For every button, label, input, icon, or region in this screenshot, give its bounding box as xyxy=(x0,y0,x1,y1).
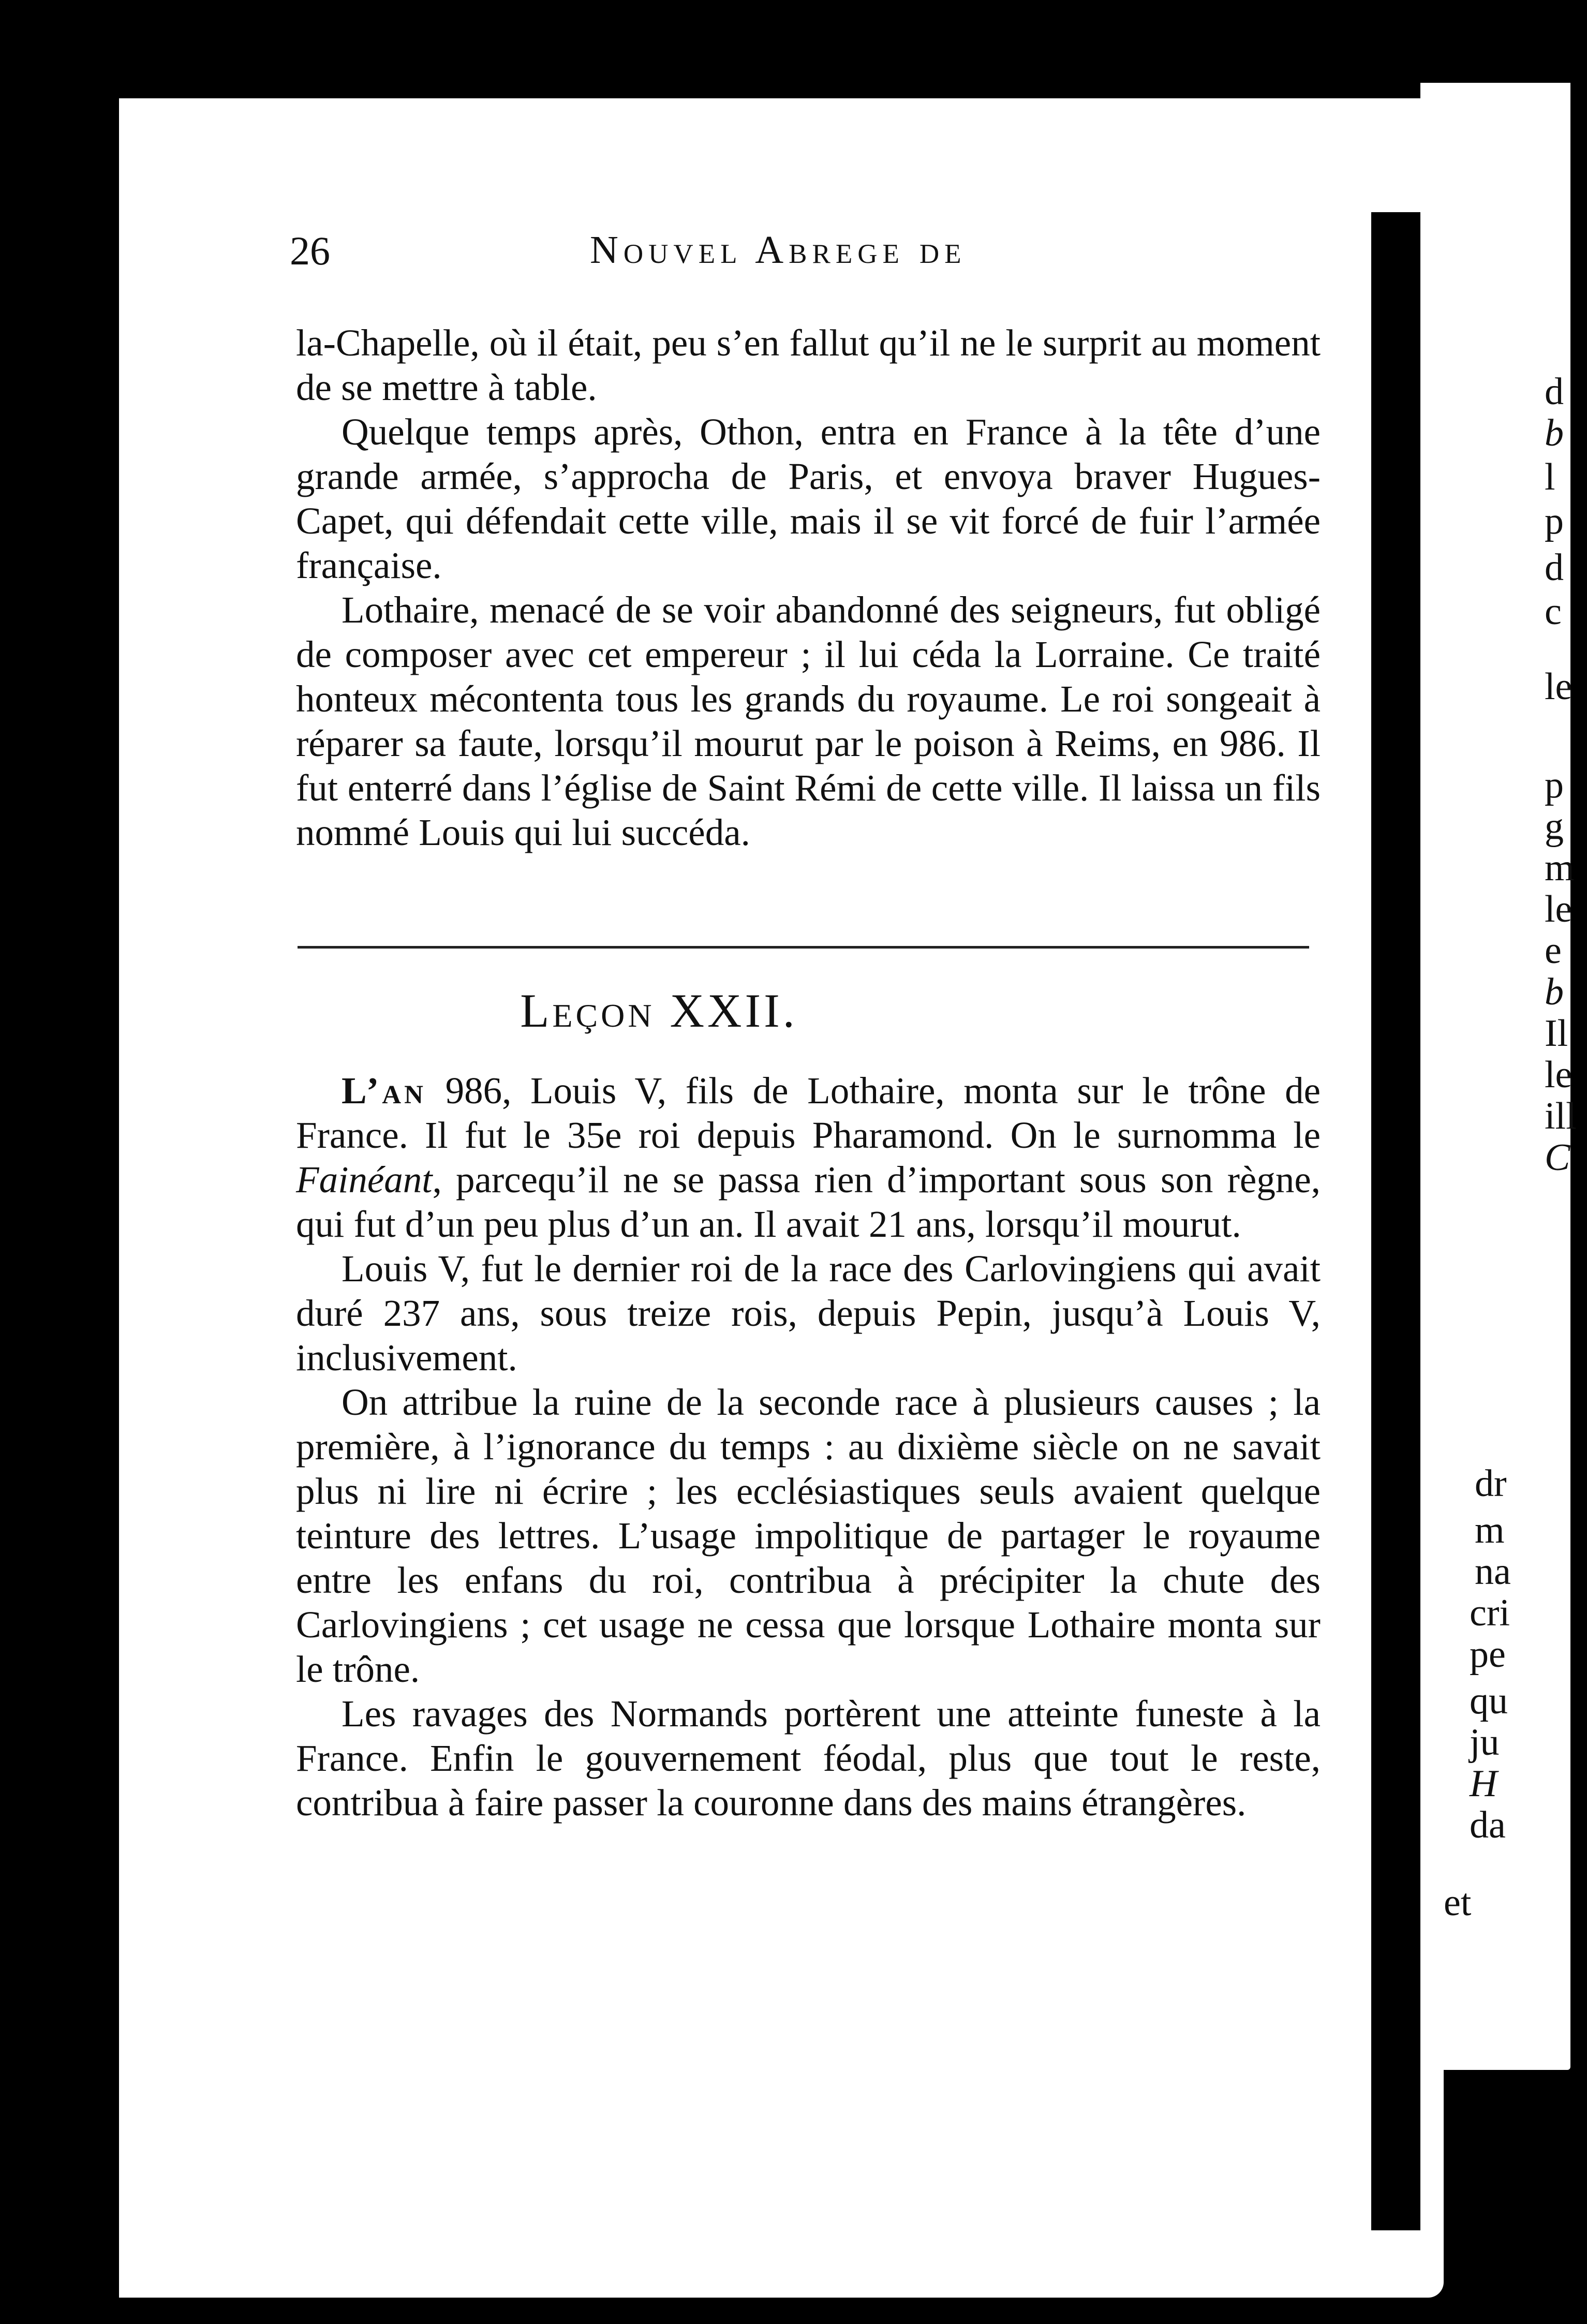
paragraph-lead xyxy=(296,1069,1321,1247)
paragraph: Les ravages des Normands portèrent une atteinte funeste à la France. Enfin le gouvernement féodal, plus que tout le reste, contribua à faire passer la couronne dans des mains étrangères. xyxy=(296,1693,1321,1824)
facing-page-letter: ju xyxy=(1470,1721,1500,1764)
facing-page-letter: e xyxy=(1545,929,1562,972)
paragraph: Louis V, fut le dernier roi de la race des Carlovingiens qui avait duré 237 ans, sous treize rois, depuis Pepin, jusqu’à Louis V, inclusivement. xyxy=(296,1248,1321,1379)
facing-page-letter: p xyxy=(1545,500,1564,542)
facing-page-letter: Il xyxy=(1545,1012,1568,1055)
facing-page-letter: et xyxy=(1444,1882,1472,1924)
facing-page-letter: da xyxy=(1470,1804,1506,1846)
page-number: 26 xyxy=(290,228,330,273)
page-gutter xyxy=(1371,212,1420,2230)
facing-page-letter: na xyxy=(1475,1550,1511,1593)
facing-page-letter: dr xyxy=(1475,1462,1507,1505)
facing-page-letter: qu xyxy=(1470,1680,1508,1722)
facing-page-letter: cri xyxy=(1470,1592,1510,1634)
facing-page-letter: le xyxy=(1545,665,1573,708)
paragraph: Lothaire, menacé de se voir abandonné des seigneurs, fut obligé de composer avec cet empereur ; il lui céda la Lorraine. Ce traité honteux mécontenta tous les grands du royaume. Le roi songeait à réparer sa faute, lorsqu’il mourut par le poison à Reims, en 986. Il fut enterré dans l’église de Saint Rémi de cette ville. Il laissa un fils nommé Louis qui lui succéda. xyxy=(296,589,1321,853)
facing-page-letter: H xyxy=(1470,1763,1497,1805)
facing-page-letter: l xyxy=(1545,456,1555,498)
facing-page-letter: d xyxy=(1545,546,1564,589)
facing-page-letter: le xyxy=(1545,888,1573,930)
paragraph: Quelque temps après, Othon, entra en France à la tête d’une grande armée, s’approcha de Paris, et envoya braver Hugues-Capet, qui défendait cette ville, mais il se vit forcé de fuir l’armée française. xyxy=(296,411,1321,586)
paragraph: la-Chapelle, où il était, peu s’en fallut qu’il ne le surprit au moment de se mettre à table. xyxy=(296,322,1321,408)
facing-page-letter: le xyxy=(1545,1054,1573,1096)
facing-page-letter: pe xyxy=(1470,1633,1506,1676)
facing-page-letter: C xyxy=(1545,1136,1570,1179)
facing-page-letter: m xyxy=(1475,1509,1505,1551)
text-section-2 xyxy=(296,1069,1321,1825)
facing-page-letter: d xyxy=(1545,371,1564,413)
section-divider xyxy=(298,946,1309,949)
facing-page-letter: b xyxy=(1545,971,1564,1013)
running-title: Nouvel Abrege de xyxy=(590,228,967,272)
italic-epithet: Fainéant xyxy=(296,1159,433,1201)
facing-page-letter: c xyxy=(1545,590,1562,633)
paragraph-text: , parcequ’il ne se passa rien d’important sous son règne, qui fut d’un peu plus d’un an. Il avait 21 ans, lorsqu’il mourut. xyxy=(296,1159,1321,1245)
paragraph-text: 986, Louis V, fils de Lothaire, monta sur le trône de France. Il fut le 35e roi depuis Pharamond. On le surnomma le xyxy=(296,1070,1321,1156)
lead-word: L’an xyxy=(342,1070,426,1112)
facing-page-letter: b xyxy=(1545,412,1564,454)
facing-page-letter: p xyxy=(1545,764,1564,806)
lesson-heading: Leçon XXII. xyxy=(520,984,798,1037)
text-section-1 xyxy=(296,321,1321,855)
facing-page-letter: ill xyxy=(1545,1095,1577,1137)
facing-page-letter: g xyxy=(1545,805,1564,848)
facing-page-letter: m xyxy=(1545,847,1575,889)
paragraph: On attribue la ruine de la seconde race à plusieurs causes ; la première, à l’ignorance du temps : au dixième siècle on ne savait plus ni lire ni écrire ; les ecclésiastiques seuls avaient quelque teinture des lettres. L’usage impolitique de partager le royaume entre les enfans du roi, contribua à précipiter la chute des Carlovingiens ; cet usage ne cessa que lorsque Lothaire monta sur le trône. xyxy=(296,1381,1321,1690)
